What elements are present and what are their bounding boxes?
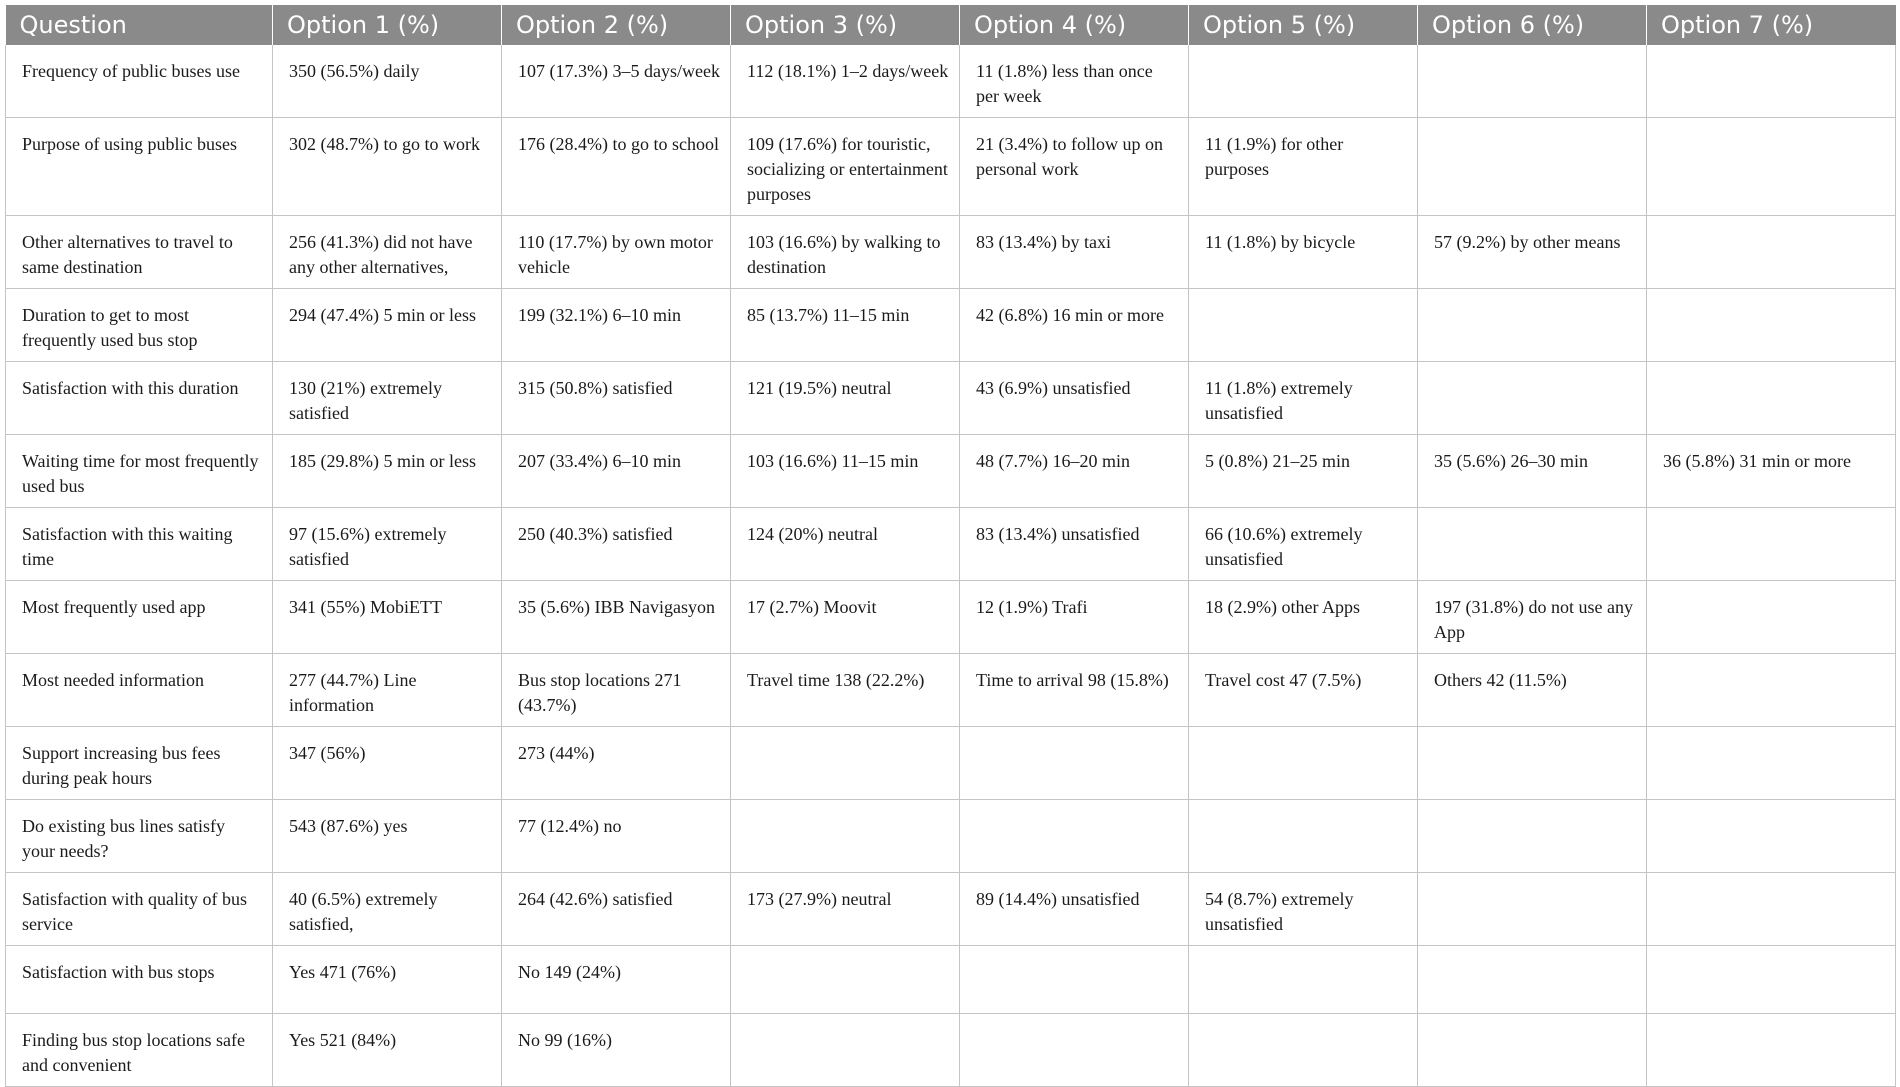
option-cell: 66 (10.6%) extremely unsatisfied [1189, 508, 1418, 581]
option-cell: 347 (56%) [273, 727, 502, 800]
option-cell [960, 946, 1189, 1014]
option-cell [1189, 1014, 1418, 1087]
option-cell [731, 1014, 960, 1087]
option-cell [731, 727, 960, 800]
option-cell [1418, 727, 1647, 800]
option-cell [1418, 508, 1647, 581]
option-cell: 294 (47.4%) 5 min or less [273, 289, 502, 362]
option-cell: 77 (12.4%) no [502, 800, 731, 873]
option-cell: No 99 (16%) [502, 1014, 731, 1087]
table-row [6, 1014, 1896, 1087]
option-cell [960, 1014, 1189, 1087]
column-header-option-1: Option 1 (%) [273, 5, 502, 45]
option-cell: 264 (42.6%) satisfied [502, 873, 731, 946]
question-cell: Frequency of public buses use [6, 45, 273, 118]
option-cell [1418, 873, 1647, 946]
option-cell: Travel cost 47 (7.5%) [1189, 654, 1418, 727]
table-row [6, 873, 1896, 946]
option-cell: 11 (1.8%) by bicycle [1189, 216, 1418, 289]
option-cell: Bus stop locations 271 (43.7%) [502, 654, 731, 727]
option-cell: 103 (16.6%) by walking to destination [731, 216, 960, 289]
option-cell [1647, 1014, 1896, 1087]
option-cell: 277 (44.7%) Line information [273, 654, 502, 727]
option-cell: 5 (0.8%) 21–25 min [1189, 435, 1418, 508]
option-cell [731, 800, 960, 873]
question-cell: Finding bus stop locations safe and convenient [6, 1014, 273, 1087]
option-cell: Time to arrival 98 (15.8%) [960, 654, 1189, 727]
question-cell: Most frequently used app [6, 581, 273, 654]
option-cell: 57 (9.2%) by other means [1418, 216, 1647, 289]
option-cell: 35 (5.6%) 26–30 min [1418, 435, 1647, 508]
option-cell [731, 946, 960, 1014]
option-cell [1647, 800, 1896, 873]
option-cell [1418, 800, 1647, 873]
table-header [6, 5, 1896, 45]
question-cell: Waiting time for most frequently used bus [6, 435, 273, 508]
question-cell: Satisfaction with this waiting time [6, 508, 273, 581]
option-cell: 36 (5.8%) 31 min or more [1647, 435, 1896, 508]
option-cell: 12 (1.9%) Trafi [960, 581, 1189, 654]
question-cell: Satisfaction with quality of bus service [6, 873, 273, 946]
table-row [6, 435, 1896, 508]
option-cell: 173 (27.9%) neutral [731, 873, 960, 946]
option-cell: 124 (20%) neutral [731, 508, 960, 581]
question-cell: Purpose of using public buses [6, 118, 273, 216]
option-cell [1647, 946, 1896, 1014]
option-cell [1647, 873, 1896, 946]
column-header-option-3: Option 3 (%) [731, 5, 960, 45]
table-row [6, 45, 1896, 118]
option-cell: Yes 471 (76%) [273, 946, 502, 1014]
option-cell: 40 (6.5%) extremely satisfied, [273, 873, 502, 946]
question-cell: Duration to get to most frequently used bus stop [6, 289, 273, 362]
option-cell: 341 (55%) MobiETT [273, 581, 502, 654]
option-cell [1647, 654, 1896, 727]
option-cell: 89 (14.4%) unsatisfied [960, 873, 1189, 946]
option-cell: 103 (16.6%) 11–15 min [731, 435, 960, 508]
header-row [6, 5, 1896, 45]
column-header-option-4: Option 4 (%) [960, 5, 1189, 45]
question-cell: Support increasing bus fees during peak hours [6, 727, 273, 800]
option-cell: 85 (13.7%) 11–15 min [731, 289, 960, 362]
option-cell: 273 (44%) [502, 727, 731, 800]
option-cell: Yes 521 (84%) [273, 1014, 502, 1087]
option-cell [1189, 800, 1418, 873]
table-row [6, 946, 1896, 1014]
table-row [6, 289, 1896, 362]
table-row [6, 216, 1896, 289]
option-cell: Others 42 (11.5%) [1418, 654, 1647, 727]
option-cell: 121 (19.5%) neutral [731, 362, 960, 435]
option-cell: 109 (17.6%) for touristic, socializing or entertainment purposes [731, 118, 960, 216]
column-header-option-2: Option 2 (%) [502, 5, 731, 45]
option-cell: No 149 (24%) [502, 946, 731, 1014]
option-cell [1418, 946, 1647, 1014]
option-cell [1647, 508, 1896, 581]
option-cell: 185 (29.8%) 5 min or less [273, 435, 502, 508]
column-header-question: Question [6, 5, 273, 45]
option-cell [1418, 289, 1647, 362]
option-cell: 197 (31.8%) do not use any App [1418, 581, 1647, 654]
table-row [6, 727, 1896, 800]
table-row [6, 508, 1896, 581]
option-cell: 107 (17.3%) 3–5 days/week [502, 45, 731, 118]
option-cell: 17 (2.7%) Moovit [731, 581, 960, 654]
option-cell: 18 (2.9%) other Apps [1189, 581, 1418, 654]
option-cell [1647, 581, 1896, 654]
table-row [6, 118, 1896, 216]
option-cell [1647, 216, 1896, 289]
question-cell: Other alternatives to travel to same destination [6, 216, 273, 289]
option-cell [1647, 45, 1896, 118]
survey-results-table [5, 5, 1896, 1087]
option-cell: 176 (28.4%) to go to school [502, 118, 731, 216]
option-cell: 302 (48.7%) to go to work [273, 118, 502, 216]
option-cell: 110 (17.7%) by own motor vehicle [502, 216, 731, 289]
option-cell [1647, 362, 1896, 435]
option-cell: 11 (1.8%) less than once per week [960, 45, 1189, 118]
option-cell: 543 (87.6%) yes [273, 800, 502, 873]
option-cell: 83 (13.4%) by taxi [960, 216, 1189, 289]
column-header-option-5: Option 5 (%) [1189, 5, 1418, 45]
option-cell [1418, 45, 1647, 118]
option-cell: Travel time 138 (22.2%) [731, 654, 960, 727]
survey-table-container [5, 5, 1895, 1087]
option-cell: 21 (3.4%) to follow up on personal work [960, 118, 1189, 216]
option-cell: 43 (6.9%) unsatisfied [960, 362, 1189, 435]
option-cell [1647, 289, 1896, 362]
table-row [6, 800, 1896, 873]
table-row [6, 362, 1896, 435]
option-cell [1189, 289, 1418, 362]
option-cell: 42 (6.8%) 16 min or more [960, 289, 1189, 362]
column-header-option-7: Option 7 (%) [1647, 5, 1896, 45]
option-cell: 54 (8.7%) extremely unsatisfied [1189, 873, 1418, 946]
option-cell: 35 (5.6%) IBB Navigasyon [502, 581, 731, 654]
option-cell [1189, 946, 1418, 1014]
option-cell: 315 (50.8%) satisfied [502, 362, 731, 435]
option-cell [960, 800, 1189, 873]
option-cell [1418, 118, 1647, 216]
option-cell [1418, 1014, 1647, 1087]
table-row [6, 654, 1896, 727]
option-cell [960, 727, 1189, 800]
option-cell: 199 (32.1%) 6–10 min [502, 289, 731, 362]
option-cell: 130 (21%) extremely satisfied [273, 362, 502, 435]
question-cell: Satisfaction with this duration [6, 362, 273, 435]
option-cell: 83 (13.4%) unsatisfied [960, 508, 1189, 581]
column-header-option-6: Option 6 (%) [1418, 5, 1647, 45]
option-cell: 207 (33.4%) 6–10 min [502, 435, 731, 508]
question-cell: Most needed information [6, 654, 273, 727]
option-cell: 112 (18.1%) 1–2 days/week [731, 45, 960, 118]
option-cell [1418, 362, 1647, 435]
question-cell: Do existing bus lines satisfy your needs? [6, 800, 273, 873]
option-cell: 256 (41.3%) did not have any other alternatives, [273, 216, 502, 289]
option-cell: 48 (7.7%) 16–20 min [960, 435, 1189, 508]
option-cell: 11 (1.9%) for other purposes [1189, 118, 1418, 216]
table-row [6, 581, 1896, 654]
question-cell: Satisfaction with bus stops [6, 946, 273, 1014]
option-cell: 97 (15.6%) extremely satisfied [273, 508, 502, 581]
option-cell [1647, 727, 1896, 800]
option-cell [1647, 118, 1896, 216]
table-body [6, 45, 1896, 1087]
option-cell: 250 (40.3%) satisfied [502, 508, 731, 581]
option-cell: 11 (1.8%) extremely unsatisfied [1189, 362, 1418, 435]
option-cell: 350 (56.5%) daily [273, 45, 502, 118]
option-cell [1189, 727, 1418, 800]
option-cell [1189, 45, 1418, 118]
